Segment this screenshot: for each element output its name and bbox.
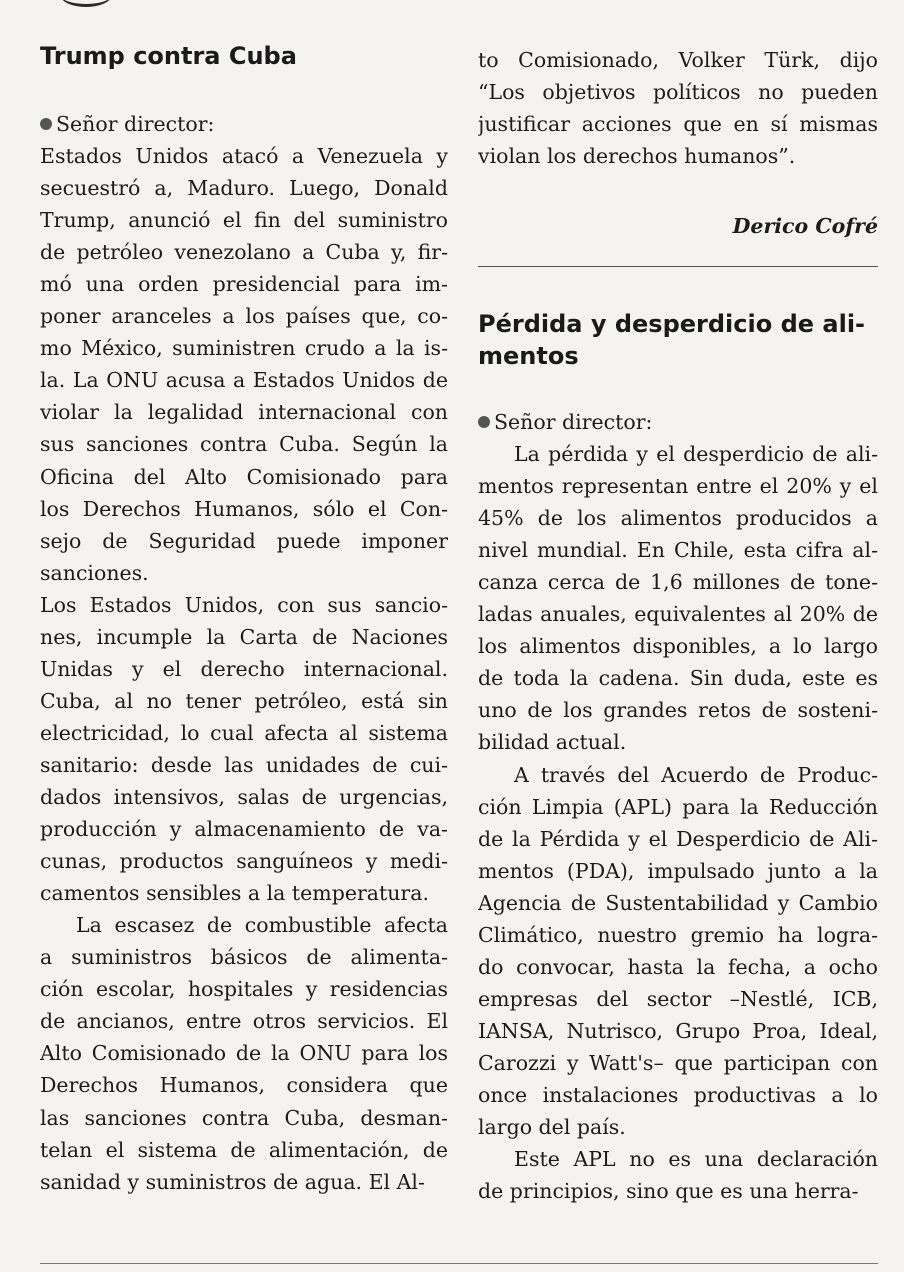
text-line: violar la legalidad internacional con — [40, 400, 448, 425]
text-line: ción escolar, hospitales y residencias — [40, 977, 448, 1002]
text-line: electricidad, lo cual afecta al sistema — [40, 720, 448, 745]
text-line: IANSA, Nutrisco, Grupo Proa, Ideal, — [478, 1018, 878, 1043]
article2-title-line-2: mentos — [478, 342, 579, 370]
text-line: sanitario: desde las unidades de cui- — [40, 752, 448, 777]
text-line: to Comisionado, Volker Türk, dijo — [478, 48, 878, 72]
bottom-rule — [40, 1263, 878, 1264]
text-line: Los Estados Unidos, con sus sancio- — [40, 592, 448, 617]
text-line: sejo de Seguridad puede imponer — [40, 528, 448, 553]
text-line: poner aranceles a los países que, co- — [40, 304, 448, 329]
text-line: bilidad actual. — [478, 730, 627, 755]
salutation-text: Señor director: — [494, 410, 653, 434]
bullet-icon — [40, 118, 52, 130]
article-divider — [478, 266, 878, 267]
text-line: Cuba, al no tener petróleo, está sin — [40, 688, 448, 713]
text-line: do convocar, hasta la fecha, a ocho — [478, 954, 878, 979]
text-line: Alto Comisionado de la ONU para los — [40, 1041, 448, 1066]
text-line: dados intensivos, salas de urgencias, — [40, 785, 448, 809]
text-line: nes, incumple la Carta de Naciones — [40, 624, 448, 649]
text-line: Climático, nuestro gremio ha logra- — [478, 922, 878, 947]
article2-title-line-1: Pérdida y desperdicio de ali- — [478, 310, 865, 338]
text-line: de la Pérdida y el Desperdicio de Ali- — [478, 826, 878, 851]
text-line: telan el sistema de alimentación, de — [40, 1137, 448, 1162]
text-line: justificar acciones que en sí mismas — [478, 112, 878, 136]
decorative-arc — [60, 0, 112, 7]
text-line: A través del Acuerdo de Produc- — [514, 762, 878, 787]
text-line: Derechos Humanos, considera que — [40, 1073, 448, 1098]
text-line: Carozzi y Watt's– que participan con — [478, 1050, 878, 1075]
text-line: “Los objetivos políticos no pueden — [478, 80, 878, 104]
text-line: Agencia de Sustentabilidad y Cambio — [478, 890, 878, 915]
text-line: los alimentos disponibles, a lo largo — [478, 634, 878, 659]
text-line: ladas anuales, equivalentes al 20% de — [478, 602, 878, 627]
text-line: sanidad y suministros de agua. El Al- — [40, 1169, 425, 1194]
text-line: los Derechos Humanos, sólo el Con- — [40, 496, 448, 521]
text-line: de petróleo venezolano a Cuba y, fir- — [40, 240, 448, 265]
text-line: violan los derechos humanos”. — [478, 144, 796, 168]
text-line: cunas, productos sanguíneos y medi- — [40, 849, 448, 874]
article1-salutation — [40, 108, 448, 140]
text-line: sus sanciones contra Cuba. Según la — [40, 432, 448, 457]
text-line: mentos representan entre el 20% y el — [478, 474, 878, 499]
text-line: producción y almacenamiento de va- — [40, 817, 448, 842]
text-line: a suministros básicos de alimenta- — [40, 945, 448, 970]
text-line: uno de los grandes retos de sosteni- — [478, 698, 878, 723]
text-line: La pérdida y el desperdicio de ali- — [514, 442, 878, 466]
text-line: Unidas y el derecho internacional. — [40, 656, 448, 681]
article1-signature: Derico Cofré — [732, 214, 878, 238]
text-line: de toda la cadena. Sin duda, este es — [478, 666, 878, 691]
text-line: de principios, sino que es una herra- — [478, 1179, 859, 1204]
text-line: 45% de los alimentos producidos a — [478, 506, 878, 531]
text-line: mó una orden presidencial para im- — [40, 272, 448, 297]
text-line: mo México, suministren crudo a la is- — [40, 336, 448, 361]
text-line: empresas del sector –Nestlé, ICB, — [478, 986, 878, 1011]
text-line: Estados Unidos atacó a Venezuela y — [40, 144, 448, 168]
article-title-trump-cuba: Trump contra Cuba — [40, 42, 297, 70]
text-line: Oficina del Alto Comisionado para — [40, 464, 448, 489]
bullet-icon — [478, 416, 490, 428]
text-line: secuestró a, Maduro. Luego, Donald — [40, 176, 448, 201]
text-line: de ancianos, entre otros servicios. El — [40, 1009, 448, 1034]
text-line: Trump, anunció el fin del suministro — [40, 208, 448, 233]
text-line: nivel mundial. En Chile, esta cifra al- — [478, 538, 878, 563]
text-line: la. La ONU acusa a Estados Unidos de — [40, 368, 448, 393]
text-line: las sanciones contra Cuba, desman- — [40, 1105, 448, 1130]
text-line: Este APL no es una declaración — [514, 1147, 878, 1172]
text-line: camentos sensibles a la temperatura. — [40, 881, 429, 906]
text-line: ción Limpia (APL) para la Reducción — [478, 794, 878, 819]
text-line: once instalaciones productivas a lo — [478, 1083, 878, 1107]
text-line: sanciones. — [40, 560, 149, 585]
article2-salutation — [478, 406, 878, 438]
text-line: La escasez de combustible afecta — [76, 913, 448, 938]
salutation-text: Señor director: — [56, 112, 215, 136]
text-line: mentos (PDA), impulsado junto a la — [478, 858, 878, 883]
text-line: largo del país. — [478, 1115, 626, 1140]
text-line: canza cerca de 1,6 millones de tone- — [478, 570, 878, 595]
